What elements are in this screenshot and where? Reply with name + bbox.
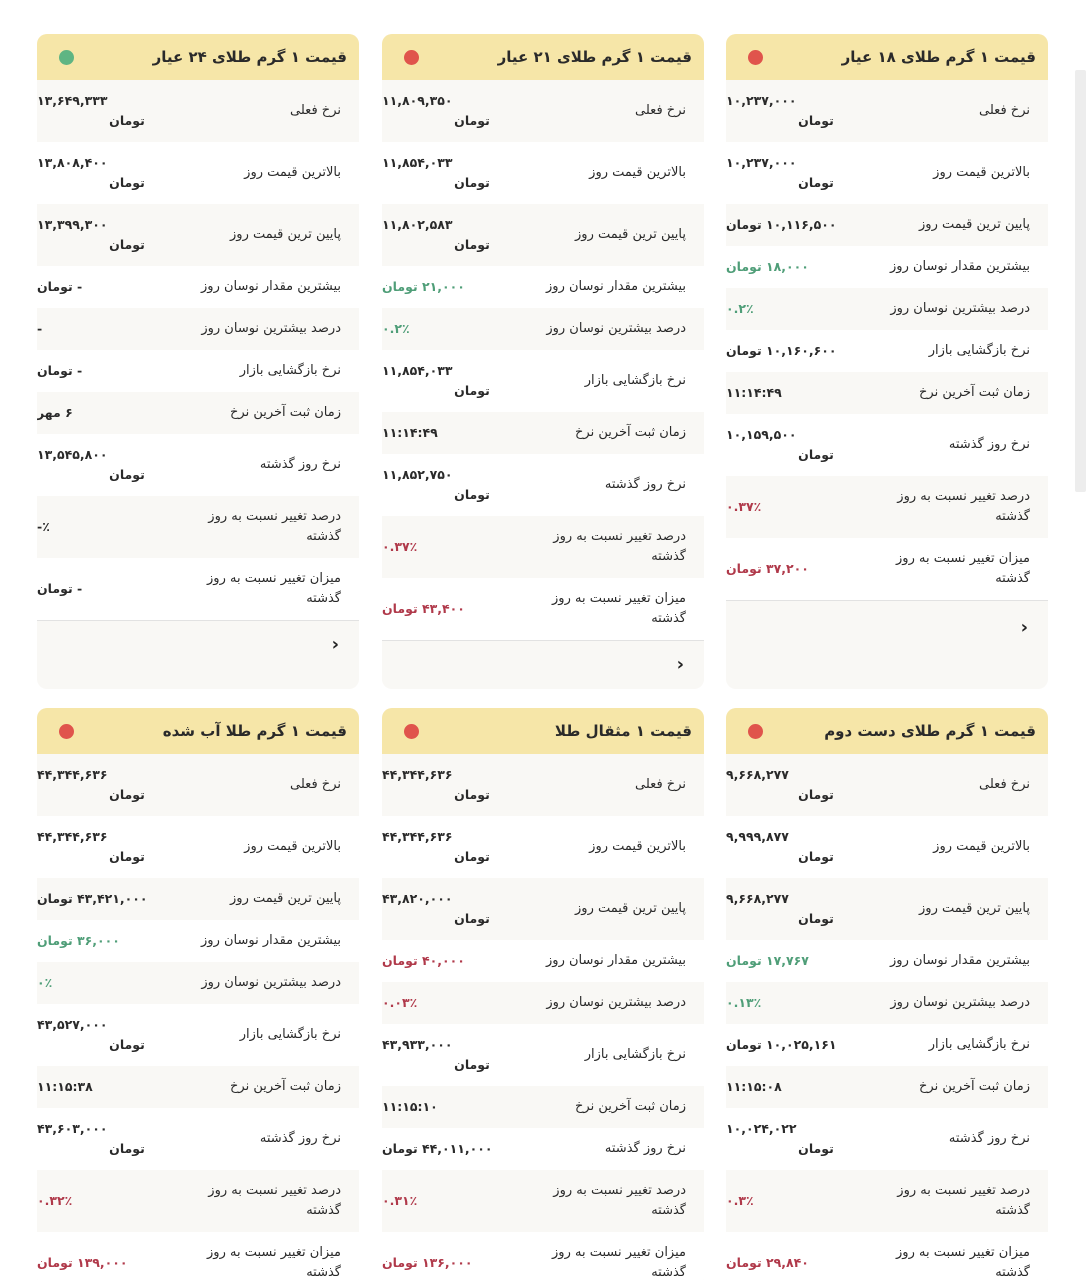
value: ۴۳,۴۲۱,۰۰۰ تومان bbox=[37, 891, 148, 906]
label: درصد تغییر نسبت به روز گذشته bbox=[208, 509, 341, 544]
value: ۱۱,۸۰۲,۵۸۳ تومان bbox=[382, 217, 490, 252]
value: - تومان bbox=[37, 279, 83, 294]
row-low bbox=[726, 204, 1048, 246]
status-dot-red-icon bbox=[748, 724, 763, 739]
row-open bbox=[382, 350, 704, 412]
label: درصد تغییر نسبت به روز گذشته bbox=[553, 529, 686, 564]
row-high bbox=[726, 816, 1048, 878]
label: بالاترین قیمت روز bbox=[244, 839, 341, 854]
label: پایین ترین قیمت روز bbox=[919, 901, 1030, 916]
row-change-amt bbox=[37, 1232, 359, 1280]
row-high bbox=[37, 816, 359, 878]
row-change-pct bbox=[382, 1170, 704, 1232]
card-gold-18k bbox=[726, 34, 1048, 689]
card-footer bbox=[37, 620, 359, 667]
row-current bbox=[382, 80, 704, 142]
value: - تومان bbox=[37, 363, 83, 378]
row-change-pct bbox=[726, 476, 1048, 538]
row-change-pct bbox=[37, 1170, 359, 1232]
row-high bbox=[382, 816, 704, 878]
label: بالاترین قیمت روز bbox=[589, 165, 686, 180]
row-change-amt bbox=[726, 538, 1048, 600]
row-last-time bbox=[37, 392, 359, 434]
label: نرخ فعلی bbox=[979, 777, 1030, 792]
label: زمان ثبت آخرین نرخ bbox=[230, 405, 341, 420]
label: پایین ترین قیمت روز bbox=[919, 217, 1030, 232]
value: ۰.۱۳٪ bbox=[726, 995, 762, 1010]
value: ۴۴,۰۱۱,۰۰۰ تومان bbox=[382, 1141, 493, 1156]
row-open bbox=[726, 330, 1048, 372]
value: ۱۱:۱۴:۴۹ bbox=[726, 385, 782, 400]
label: درصد بیشترین نوسان روز bbox=[546, 995, 686, 1010]
row-yesterday bbox=[726, 1108, 1048, 1170]
card-header bbox=[382, 34, 704, 80]
label: بیشترین مقدار نوسان روز bbox=[890, 259, 1030, 274]
card-title: قیمت ۱ گرم طلای ۲۱ عیار bbox=[497, 48, 692, 66]
label: نرخ فعلی bbox=[635, 777, 686, 792]
label: بالاترین قیمت روز bbox=[933, 165, 1030, 180]
row-last-time bbox=[37, 1066, 359, 1108]
label: نرخ بازگشایی بازار bbox=[584, 373, 686, 388]
chevron-left-icon[interactable]: ‹ bbox=[676, 653, 684, 675]
row-yesterday bbox=[382, 454, 704, 516]
label: میزان تغییر نسبت به روز گذشته bbox=[552, 591, 686, 626]
label: بالاترین قیمت روز bbox=[933, 839, 1030, 854]
value: ۴۳,۴۰۰ تومان bbox=[382, 601, 465, 616]
value: ۱۳۶,۰۰۰ تومان bbox=[382, 1255, 473, 1270]
label: درصد تغییر نسبت به روز گذشته bbox=[897, 489, 1030, 524]
value: ۹,۹۹۹,۸۷۷ تومان bbox=[726, 829, 834, 864]
value: ۱۱:۱۵:۳۸ bbox=[37, 1079, 93, 1094]
row-open bbox=[37, 350, 359, 392]
label: نرخ فعلی bbox=[290, 777, 341, 792]
value: ۴۳,۹۳۳,۰۰۰ تومان bbox=[382, 1037, 490, 1072]
label: میزان تغییر نسبت به روز گذشته bbox=[207, 571, 341, 606]
label: بیشترین مقدار نوسان روز bbox=[201, 933, 341, 948]
label: بیشترین مقدار نوسان روز bbox=[890, 953, 1030, 968]
value: ۲۱,۰۰۰ تومان bbox=[382, 279, 465, 294]
card-title: قیمت ۱ گرم طلای دست دوم bbox=[824, 722, 1036, 740]
label: نرخ بازگشایی بازار bbox=[239, 363, 341, 378]
row-current bbox=[726, 754, 1048, 816]
label: پایین ترین قیمت روز bbox=[575, 227, 686, 242]
card-gold-melted bbox=[37, 708, 359, 1280]
value: ۱۱:۱۴:۴۹ bbox=[382, 425, 438, 440]
label: پایین ترین قیمت روز bbox=[575, 901, 686, 916]
row-change-pct bbox=[37, 496, 359, 558]
value: ۱۱:۱۵:۱۰ bbox=[382, 1099, 438, 1114]
value: ۰.۳٪ bbox=[726, 1193, 754, 1208]
label: بالاترین قیمت روز bbox=[589, 839, 686, 854]
label: نرخ بازگشایی بازار bbox=[928, 343, 1030, 358]
row-low bbox=[726, 878, 1048, 940]
row-max-fluct-pct bbox=[726, 288, 1048, 330]
label: زمان ثبت آخرین نرخ bbox=[919, 385, 1030, 400]
value: ۹,۶۶۸,۲۷۷ تومان bbox=[726, 891, 834, 926]
value: ۰٪ bbox=[37, 975, 53, 990]
row-high bbox=[382, 142, 704, 204]
value: ۱۱,۸۵۲,۷۵۰ تومان bbox=[382, 467, 490, 502]
value: ۱۷,۷۶۷ تومان bbox=[726, 953, 809, 968]
label: نرخ روز گذشته bbox=[948, 1131, 1030, 1146]
value: ۴۴,۳۴۴,۶۳۶ تومان bbox=[37, 767, 145, 802]
value: ۴۴,۳۴۴,۶۳۶ تومان bbox=[382, 829, 490, 864]
label: درصد تغییر نسبت به روز گذشته bbox=[208, 1183, 341, 1218]
label: نرخ روز گذشته bbox=[259, 457, 341, 472]
row-open bbox=[726, 1024, 1048, 1066]
value: ٪- bbox=[37, 519, 50, 534]
value: ۰.۳۷٪ bbox=[382, 539, 418, 554]
card-title: قیمت ۱ مثقال طلا bbox=[554, 722, 692, 740]
row-max-fluct bbox=[382, 940, 704, 982]
row-max-fluct-pct bbox=[382, 308, 704, 350]
value: ۲۹,۸۴۰ تومان bbox=[726, 1255, 809, 1270]
value: ۱۳,۶۴۹,۳۳۳ تومان bbox=[37, 93, 145, 128]
row-current bbox=[37, 80, 359, 142]
row-low bbox=[37, 204, 359, 266]
value: ۱۳,۵۴۵,۸۰۰ تومان bbox=[37, 447, 145, 482]
label: میزان تغییر نسبت به روز گذشته bbox=[207, 1245, 341, 1280]
row-max-fluct bbox=[37, 266, 359, 308]
value: ۱۳,۸۰۸,۴۰۰ تومان bbox=[37, 155, 145, 190]
row-max-fluct-pct bbox=[382, 982, 704, 1024]
card-header bbox=[37, 708, 359, 754]
value: ۱۸,۰۰۰ تومان bbox=[726, 259, 809, 274]
card-footer bbox=[382, 640, 704, 687]
value: ۶ مهر bbox=[37, 405, 73, 420]
card-title: قیمت ۱ گرم طلای ۲۴ عیار bbox=[152, 48, 347, 66]
row-yesterday bbox=[37, 1108, 359, 1170]
row-change-amt bbox=[382, 1232, 704, 1280]
row-open bbox=[37, 1004, 359, 1066]
label: پایین ترین قیمت روز bbox=[230, 891, 341, 906]
value: ۰.۲٪ bbox=[382, 321, 410, 336]
row-last-time bbox=[726, 1066, 1048, 1108]
label: نرخ روز گذشته bbox=[948, 437, 1030, 452]
value: ۴۳,۸۲۰,۰۰۰ تومان bbox=[382, 891, 490, 926]
card-header bbox=[382, 708, 704, 754]
label: زمان ثبت آخرین نرخ bbox=[575, 1099, 686, 1114]
value: - bbox=[37, 321, 43, 336]
row-current bbox=[382, 754, 704, 816]
status-dot-red-icon bbox=[59, 724, 74, 739]
label: پایین ترین قیمت روز bbox=[230, 227, 341, 242]
row-low bbox=[382, 878, 704, 940]
value: ۱۰,۰۲۵,۱۶۱ تومان bbox=[726, 1037, 837, 1052]
row-change-pct bbox=[382, 516, 704, 578]
card-header bbox=[37, 34, 359, 80]
card-title: قیمت ۱ گرم طلا آب شده bbox=[162, 722, 347, 740]
value: ۱۱,۸۵۴,۰۳۳ تومان bbox=[382, 155, 490, 190]
row-yesterday bbox=[382, 1128, 704, 1170]
row-last-time bbox=[382, 1086, 704, 1128]
chevron-left-icon[interactable]: ‹ bbox=[1020, 616, 1028, 638]
value: ۱۳,۳۹۹,۳۰۰ تومان bbox=[37, 217, 145, 252]
label: میزان تغییر نسبت به روز گذشته bbox=[896, 1245, 1030, 1280]
label: درصد بیشترین نوسان روز bbox=[546, 321, 686, 336]
label: نرخ روز گذشته bbox=[604, 477, 686, 492]
value: ۰.۳۷٪ bbox=[726, 499, 762, 514]
row-change-amt bbox=[382, 578, 704, 640]
value: ۰.۲٪ bbox=[726, 301, 754, 316]
row-low bbox=[382, 204, 704, 266]
value: ۹,۶۶۸,۲۷۷ تومان bbox=[726, 767, 834, 802]
label: بیشترین مقدار نوسان روز bbox=[201, 279, 341, 294]
value: ۴۰,۰۰۰ تومان bbox=[382, 953, 465, 968]
value: ۴۴,۳۴۴,۶۳۶ تومان bbox=[382, 767, 490, 802]
value: ۱۱,۸۵۴,۰۳۳ تومان bbox=[382, 363, 490, 398]
label: نرخ بازگشایی بازار bbox=[239, 1027, 341, 1042]
row-high bbox=[726, 142, 1048, 204]
value: ۴۴,۳۴۴,۶۳۶ تومان bbox=[37, 829, 145, 864]
value: - تومان bbox=[37, 581, 83, 596]
row-max-fluct bbox=[726, 940, 1048, 982]
row-max-fluct bbox=[37, 920, 359, 962]
label: نرخ فعلی bbox=[979, 103, 1030, 118]
row-change-amt bbox=[726, 1232, 1048, 1280]
status-dot-red-icon bbox=[404, 50, 419, 65]
value: ۳۶,۰۰۰ تومان bbox=[37, 933, 120, 948]
chevron-left-icon[interactable]: ‹ bbox=[331, 633, 339, 655]
row-yesterday bbox=[37, 434, 359, 496]
row-max-fluct-pct bbox=[37, 308, 359, 350]
label: درصد تغییر نسبت به روز گذشته bbox=[897, 1183, 1030, 1218]
row-max-fluct-pct bbox=[37, 962, 359, 1004]
row-change-pct bbox=[726, 1170, 1048, 1232]
label: میزان تغییر نسبت به روز گذشته bbox=[896, 551, 1030, 586]
card-gold-second-hand bbox=[726, 708, 1048, 1280]
label: نرخ روز گذشته bbox=[604, 1141, 686, 1156]
value: ۰.۰۳٪ bbox=[382, 995, 418, 1010]
card-footer bbox=[726, 600, 1048, 653]
label: درصد تغییر نسبت به روز گذشته bbox=[553, 1183, 686, 1218]
row-open bbox=[382, 1024, 704, 1086]
card-header bbox=[726, 34, 1048, 80]
row-current bbox=[37, 754, 359, 816]
row-max-fluct bbox=[726, 246, 1048, 288]
status-dot-red-icon bbox=[404, 724, 419, 739]
card-header bbox=[726, 708, 1048, 754]
row-max-fluct-pct bbox=[726, 982, 1048, 1024]
label: نرخ روز گذشته bbox=[259, 1131, 341, 1146]
value: ۴۳,۶۰۳,۰۰۰ تومان bbox=[37, 1121, 145, 1156]
row-yesterday bbox=[726, 414, 1048, 476]
label: بالاترین قیمت روز bbox=[244, 165, 341, 180]
scrollbar[interactable] bbox=[1075, 70, 1086, 492]
status-dot-green-icon bbox=[59, 50, 74, 65]
label: نرخ بازگشایی بازار bbox=[928, 1037, 1030, 1052]
value: ۱۰,۲۳۷,۰۰۰ تومان bbox=[726, 155, 834, 190]
row-max-fluct bbox=[382, 266, 704, 308]
label: درصد بیشترین نوسان روز bbox=[201, 321, 341, 336]
label: زمان ثبت آخرین نرخ bbox=[919, 1079, 1030, 1094]
row-high bbox=[37, 142, 359, 204]
label: بیشترین مقدار نوسان روز bbox=[546, 279, 686, 294]
row-last-time bbox=[382, 412, 704, 454]
value: ۱۰,۱۶۰,۶۰۰ تومان bbox=[726, 343, 837, 358]
label: میزان تغییر نسبت به روز گذشته bbox=[552, 1245, 686, 1280]
value: ۱۰,۱۵۹,۵۰۰ تومان bbox=[726, 427, 834, 462]
label: زمان ثبت آخرین نرخ bbox=[230, 1079, 341, 1094]
label: نرخ بازگشایی بازار bbox=[584, 1047, 686, 1062]
row-low bbox=[37, 878, 359, 920]
value: ۱۰,۲۳۷,۰۰۰ تومان bbox=[726, 93, 834, 128]
card-gold-24k bbox=[37, 34, 359, 689]
label: درصد بیشترین نوسان روز bbox=[890, 995, 1030, 1010]
card-gold-mesghal bbox=[382, 708, 704, 1280]
value: ۱۰,۰۲۴,۰۲۲ تومان bbox=[726, 1121, 834, 1156]
label: نرخ فعلی bbox=[290, 103, 341, 118]
value: ۱۰,۱۱۶,۵۰۰ تومان bbox=[726, 217, 837, 232]
value: ۰.۳۱٪ bbox=[382, 1193, 418, 1208]
row-current bbox=[726, 80, 1048, 142]
value: ۳۷,۲۰۰ تومان bbox=[726, 561, 809, 576]
label: زمان ثبت آخرین نرخ bbox=[575, 425, 686, 440]
row-change-amt bbox=[37, 558, 359, 620]
value: ۱۱,۸۰۹,۳۵۰ تومان bbox=[382, 93, 490, 128]
card-title: قیمت ۱ گرم طلای ۱۸ عیار bbox=[841, 48, 1036, 66]
row-last-time bbox=[726, 372, 1048, 414]
status-dot-red-icon bbox=[748, 50, 763, 65]
value: ۴۳,۵۲۷,۰۰۰ تومان bbox=[37, 1017, 145, 1052]
label: بیشترین مقدار نوسان روز bbox=[546, 953, 686, 968]
card-gold-21k bbox=[382, 34, 704, 689]
value: ۱۳۹,۰۰۰ تومان bbox=[37, 1255, 128, 1270]
label: درصد بیشترین نوسان روز bbox=[890, 301, 1030, 316]
value: ۱۱:۱۵:۰۸ bbox=[726, 1079, 782, 1094]
value: ۰.۳۲٪ bbox=[37, 1193, 73, 1208]
label: درصد بیشترین نوسان روز bbox=[201, 975, 341, 990]
label: نرخ فعلی bbox=[635, 103, 686, 118]
